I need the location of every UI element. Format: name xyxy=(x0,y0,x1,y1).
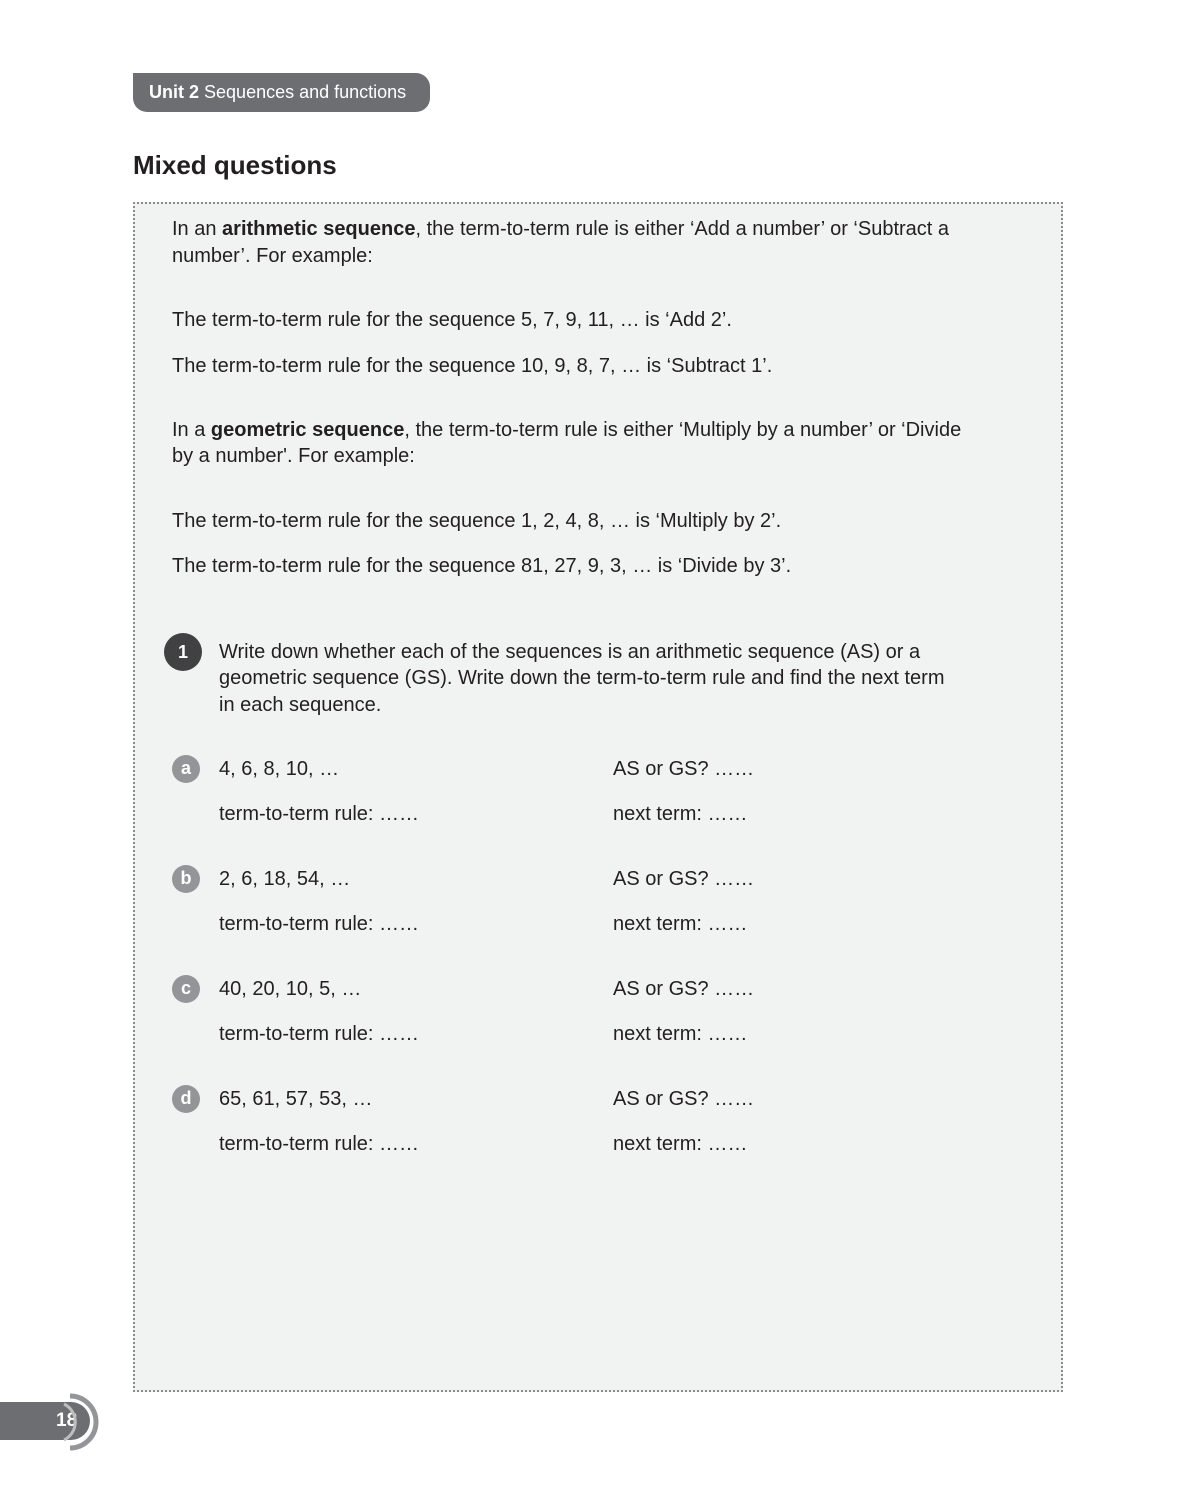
part-a-sequence: 4, 6, 8, 10, … xyxy=(219,758,340,780)
page-swirl-icon xyxy=(60,1392,110,1452)
geometric-prefix: In a xyxy=(172,419,211,441)
part-d-badge: d xyxy=(172,1085,200,1113)
arithmetic-example-1: The term-to-term rule for the sequence 5, 7, 9, 11, … is ‘Add 2’. xyxy=(172,309,732,331)
part-b-sequence: 2, 6, 18, 54, … xyxy=(219,868,351,890)
content-panel xyxy=(133,202,1063,1392)
geometric-line1-rest: , the term-to-term rule is either ‘Multiply by a number’ or ‘Divide xyxy=(404,419,962,441)
part-c-as-gs-answer[interactable]: AS or GS? …… xyxy=(613,978,755,1000)
arithmetic-intro-line1 xyxy=(172,216,949,243)
geometric-intro-line1 xyxy=(172,417,961,444)
part-c-sequence: 40, 20, 10, 5, … xyxy=(219,978,362,1000)
arithmetic-term: arithmetic sequence xyxy=(222,218,416,240)
geometric-example-1: The term-to-term rule for the sequence 1, 2, 4, 8, … is ‘Multiply by 2’. xyxy=(172,510,782,532)
page-title: Mixed questions xyxy=(133,150,337,180)
part-d-rule-answer[interactable]: term-to-term rule: …… xyxy=(219,1133,420,1155)
part-d-sequence: 65, 61, 57, 53, … xyxy=(219,1088,373,1110)
part-b-next-term-answer[interactable]: next term: …… xyxy=(613,913,748,935)
part-a-next-term-answer[interactable]: next term: …… xyxy=(613,803,748,825)
part-c-rule-answer[interactable]: term-to-term rule: …… xyxy=(219,1023,420,1045)
part-a-as-gs-answer[interactable]: AS or GS? …… xyxy=(613,758,755,780)
arithmetic-line1-rest: , the term-to-term rule is either ‘Add a number’ or ‘Subtract a xyxy=(415,218,950,240)
part-c-next-term-answer[interactable]: next term: …… xyxy=(613,1023,748,1045)
question-number-badge: 1 xyxy=(164,633,202,671)
geometric-example-2: The term-to-term rule for the sequence 81, 27, 9, 3, … is ‘Divide by 3’. xyxy=(172,555,792,577)
part-b-as-gs-answer[interactable]: AS or GS? …… xyxy=(613,868,755,890)
part-c-badge: c xyxy=(172,975,200,1003)
page-number: 18 xyxy=(56,1410,78,1431)
arithmetic-intro-line2: number’. For example: xyxy=(172,245,373,267)
arithmetic-prefix: In an xyxy=(172,218,223,240)
part-a-badge: a xyxy=(172,755,200,783)
geometric-intro-line2: by a number'. For example: xyxy=(172,445,415,467)
question-text-line3: in each sequence. xyxy=(219,694,382,716)
question-text-line2: geometric sequence (GS). Write down the term-to-term rule and find the next term xyxy=(219,667,945,689)
part-d-as-gs-answer[interactable]: AS or GS? …… xyxy=(613,1088,755,1110)
unit-label: Unit 2 xyxy=(149,82,200,102)
geometric-term: geometric sequence xyxy=(210,419,405,441)
question-text-line1: Write down whether each of the sequences is an arithmetic sequence (AS) or a xyxy=(219,641,921,663)
unit-title: Sequences and functions xyxy=(204,82,407,102)
part-a-rule-answer[interactable]: term-to-term rule: …… xyxy=(219,803,420,825)
part-d-next-term-answer[interactable]: next term: …… xyxy=(613,1133,748,1155)
part-b-rule-answer[interactable]: term-to-term rule: …… xyxy=(219,913,420,935)
part-b-badge: b xyxy=(172,865,200,893)
unit-header-tab xyxy=(133,73,430,112)
arithmetic-example-2: The term-to-term rule for the sequence 10, 9, 8, 7, … is ‘Subtract 1’. xyxy=(172,355,773,377)
